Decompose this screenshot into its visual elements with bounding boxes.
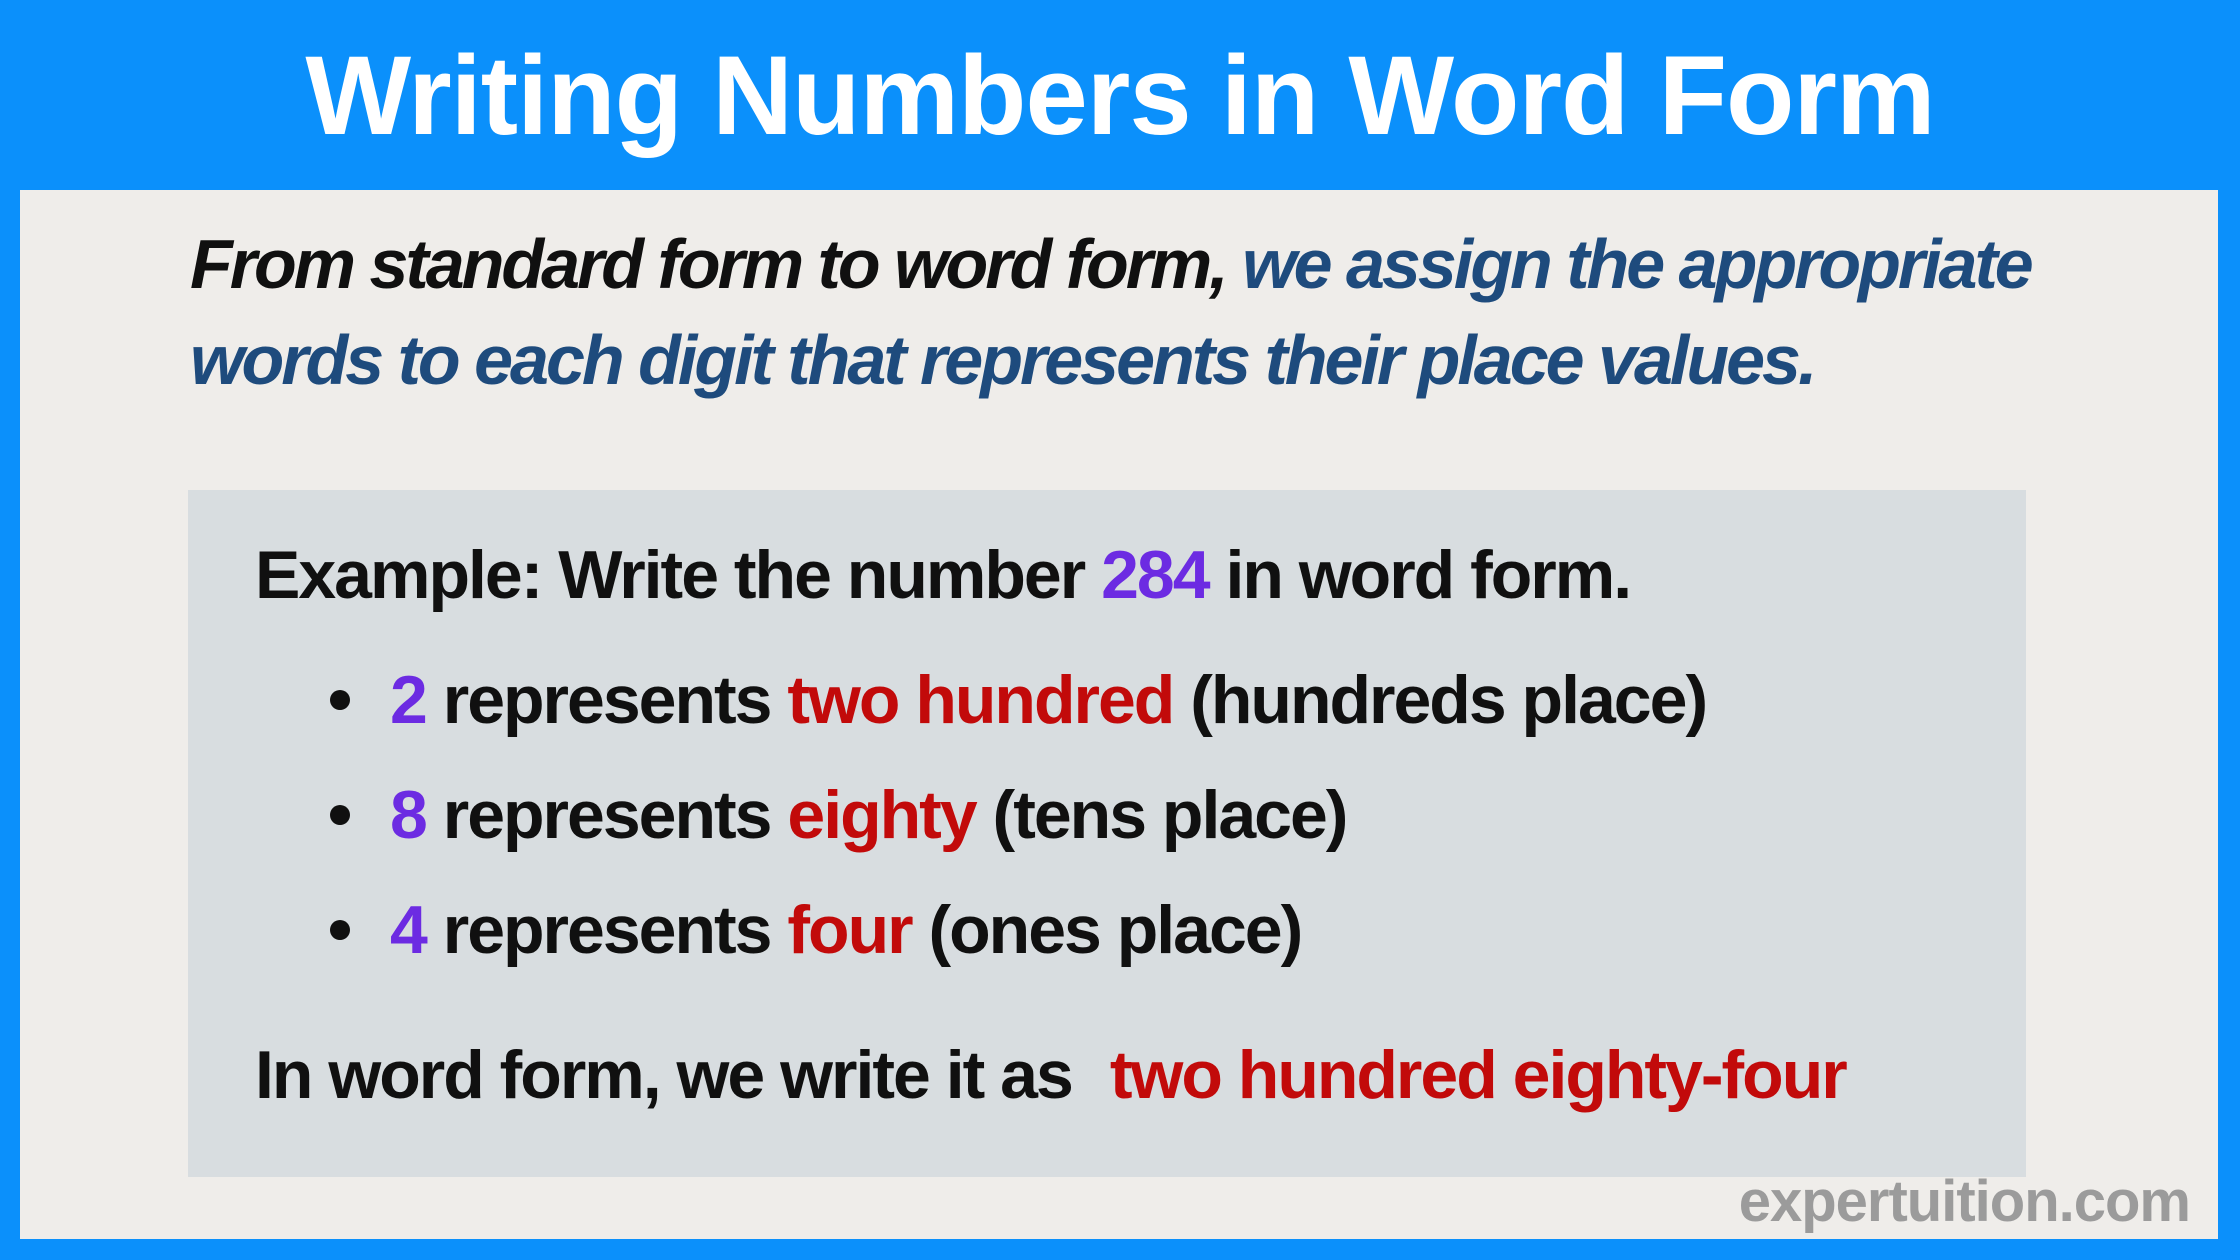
bullet-text	[390, 891, 1301, 969]
intro-line1-navy: we assign the appropriate	[1242, 225, 2031, 303]
intro-line1-black: From standard form to word form,	[190, 225, 1226, 303]
bullet-place: (hundreds place)	[1190, 662, 1707, 738]
bullet-place: (ones place)	[928, 892, 1302, 968]
example-heading-pre: Example: Write the number	[255, 537, 1085, 613]
intro-line2-navy: words to each digit that represents their place values.	[190, 321, 1815, 399]
bullet-label: represents	[442, 892, 771, 968]
example-heading	[255, 532, 1630, 618]
intro-line-2	[190, 312, 2180, 408]
bullet-words: two hundred	[787, 662, 1174, 738]
watermark: expertuition.com	[1738, 1169, 2190, 1234]
intro-line-1	[190, 216, 2180, 312]
example-heading-post: in word form.	[1225, 537, 1631, 613]
bullet-words: four	[787, 892, 912, 968]
intro-text	[190, 216, 2180, 408]
example-number: 284	[1101, 537, 1209, 613]
conclusion-highlight: two hundred eighty-four	[1109, 1037, 1846, 1113]
bullet-dot-icon	[330, 690, 350, 710]
conclusion-black: In word form, we write it as	[255, 1037, 1072, 1113]
conclusion-line	[255, 1032, 1846, 1118]
bullet-label: represents	[442, 777, 771, 853]
bullet-digit: 2	[390, 662, 426, 738]
page-title: Writing Numbers in Word Form	[305, 32, 1935, 158]
bullet-item-ones	[330, 887, 1301, 973]
bullet-label: represents	[442, 662, 771, 738]
bullet-dot-icon	[330, 805, 350, 825]
bullet-digit: 4	[390, 892, 426, 968]
bullet-item-tens	[330, 772, 1346, 858]
bullet-digit: 8	[390, 777, 426, 853]
bullet-dot-icon	[330, 920, 350, 940]
bullet-place: (tens place)	[992, 777, 1347, 853]
bullet-text	[390, 776, 1346, 854]
example-box	[188, 490, 2026, 1177]
bullet-words: eighty	[787, 777, 976, 853]
content-panel	[20, 190, 2218, 1239]
bullet-item-hundreds	[330, 657, 1706, 743]
bullet-text	[390, 661, 1706, 739]
title-band	[0, 0, 2240, 190]
